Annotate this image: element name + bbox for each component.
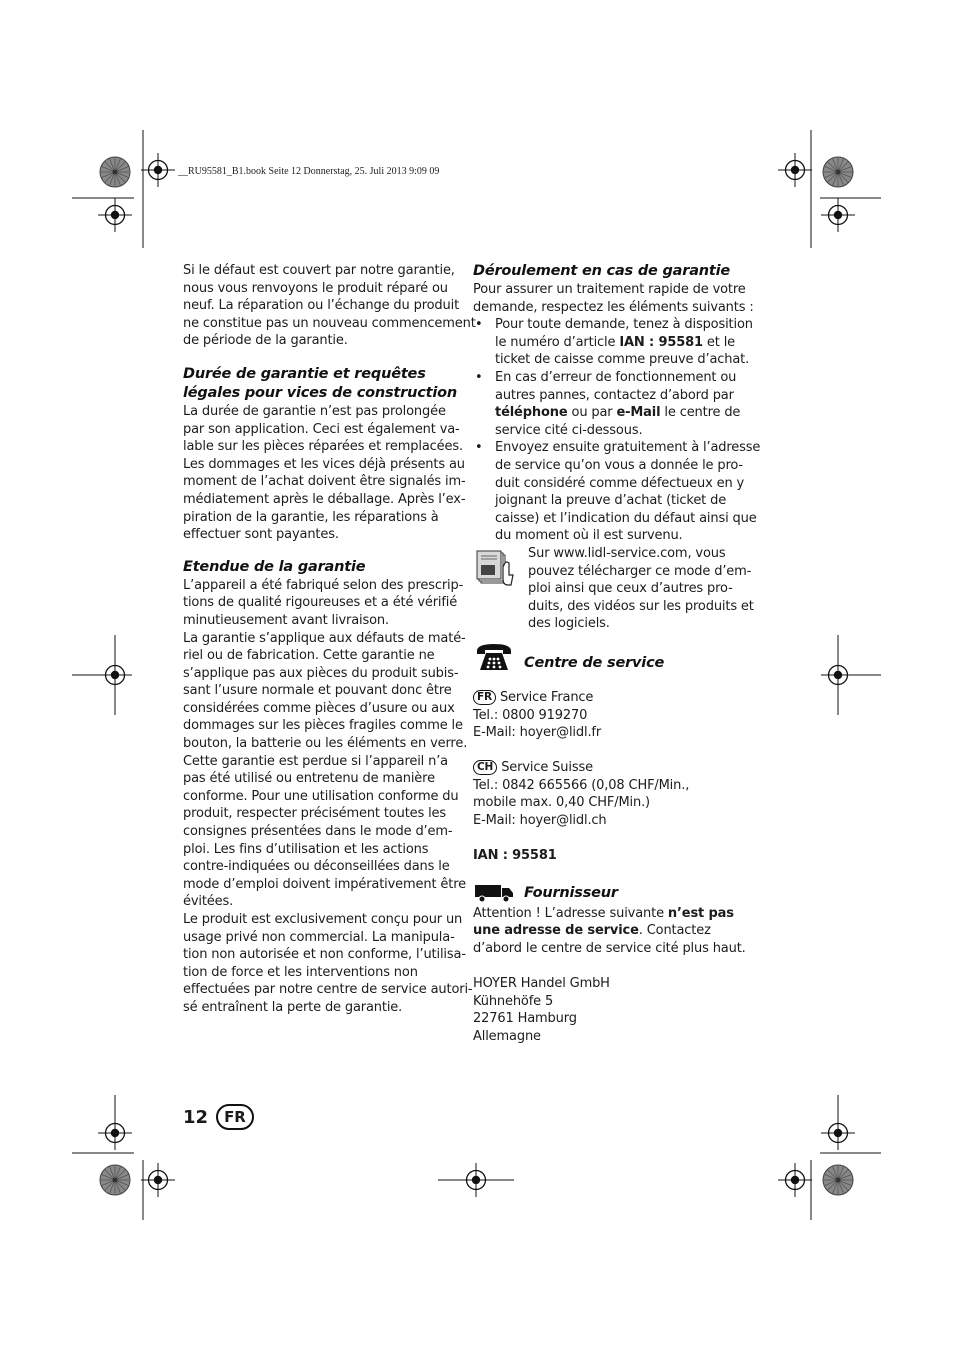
text-line: duit considéré comme défectueux en y	[495, 475, 745, 491]
text-span: Attention ! L’adresse suivante	[473, 905, 668, 921]
heading-duree	[183, 365, 458, 403]
text-line: Le produit est exclusivement conçu pour un	[183, 912, 463, 927]
text-line: mode d’emploi doivent impérativement être	[183, 876, 466, 892]
color-wheel-icon	[823, 1165, 853, 1195]
service-email: E-Mail: hoyer@lidl.ch	[473, 813, 607, 829]
text-line: du moment où il est survenu.	[495, 528, 683, 544]
text-line: Kühnehöfe 5	[473, 993, 554, 1009]
registration-mark-icon	[459, 1163, 493, 1197]
duree-text	[183, 403, 466, 544]
deroulement-intro	[473, 281, 753, 316]
text-line: joignant la preuve d’achat (ticket de	[495, 493, 727, 509]
color-wheel-icon	[823, 157, 853, 187]
registration-mark-icon	[98, 1116, 132, 1150]
text-line: HOYER Handel GmbH	[473, 976, 610, 992]
country-badge-ch: CH	[473, 760, 497, 775]
registration-mark-icon	[141, 153, 175, 187]
page-number: 12	[183, 1106, 209, 1128]
text-line: moment de l’achat doivent être signalés im-	[183, 474, 466, 490]
text-line: ploi. Les fins d’utilisation et les actions	[183, 841, 429, 857]
text-line: En cas d’erreur de fonctionnement ou	[495, 369, 737, 385]
text-line: ticket de caisse comme preuve d’achat.	[495, 352, 750, 368]
supplier-address	[473, 975, 753, 1045]
ian-label: IAN : 95581	[473, 848, 557, 864]
heading-deroulement	[473, 262, 753, 281]
text-line: neuf. La réparation ou l’échange du produit	[183, 298, 460, 314]
left-column	[183, 262, 476, 1017]
text-line: considérées comme pièces d’usure ou aux	[183, 700, 455, 716]
text-line: contre-indiquées ou déconseillées dans le	[183, 859, 450, 875]
registration-mark-icon	[778, 1163, 812, 1197]
service-france	[473, 689, 753, 742]
truck-icon	[474, 883, 514, 903]
deroulement-list	[473, 316, 761, 545]
text-line: sé entraînent la perte de garantie.	[183, 999, 403, 1015]
registration-mark-icon	[141, 1163, 175, 1197]
registration-mark-icon	[821, 1116, 855, 1150]
text-line: sant l’usure normale et pouvant donc être	[183, 683, 452, 699]
service-suisse	[473, 759, 753, 829]
text-bold: téléphone	[495, 405, 568, 421]
bullet: •	[475, 317, 483, 333]
text-line: La durée de garantie n’est pas prolongée	[183, 403, 446, 419]
text-span: le numéro d’article	[495, 334, 620, 350]
text-line: lable sur les pièces réparées et remplacées.	[183, 439, 463, 455]
service-phone: Tel.: 0800 919270	[473, 707, 588, 723]
text-line: Les dommages et les vices déjà présents au	[183, 456, 465, 472]
heading-etendue	[183, 558, 458, 577]
print-header: __RU95581_B1.book Seite 12 Donnerstag, 25. Juli 2013 9:09 09	[178, 166, 440, 177]
text-line: des logiciels.	[528, 616, 610, 632]
text-line: bouton, la batterie ou les éléments en verre.	[183, 736, 468, 752]
color-wheel-icon	[100, 157, 130, 187]
text-line: caisse) et l’indication du défaut ainsi que	[495, 510, 757, 526]
heading-supplier: Fournisseur	[524, 884, 618, 901]
heading-line: Etendue de la garantie	[183, 558, 366, 575]
text-line: service cité ci-dessous.	[495, 422, 643, 438]
text-line: riel ou de fabrication. Cette garantie ne	[183, 648, 435, 664]
text-line: par son application. Ceci est également va-	[183, 421, 460, 437]
heading-line: Durée de garantie et requêtes	[183, 365, 426, 382]
service-email: E-Mail: hoyer@lidl.fr	[473, 725, 602, 741]
text-line: La garantie s’applique aux défauts de maté-	[183, 630, 466, 646]
text-line: ne constitue pas un nouveau commencement	[183, 315, 476, 331]
right-column	[473, 262, 761, 1046]
text-line: pouvez télécharger ce mode d’em-	[528, 563, 752, 579]
service-phone-mobile: mobile max. 0,40 CHF/Min.)	[473, 795, 650, 811]
text-line: médiatement après le déballage. Après l’ex-	[183, 491, 466, 507]
text-line: tion non autorisée et non conforme, l’utilisa-	[183, 947, 466, 963]
text-line: demande, respectez les éléments suivants :	[473, 299, 754, 315]
text-line: autres pannes, contactez d’abord par	[495, 387, 734, 403]
article-number: IAN : 95581	[619, 334, 703, 350]
text-line: de période de la garantie.	[183, 333, 348, 349]
text-line: Pour toute demande, tenez à disposition	[495, 317, 753, 333]
text-line: d’abord le centre de service cité plus haut.	[473, 941, 746, 957]
text-span: le centre de	[660, 405, 741, 421]
service-header	[473, 641, 753, 689]
text-line: nous vous renvoyons le produit réparé ou	[183, 280, 448, 296]
text-line: minutieusement avant livraison.	[183, 612, 389, 628]
list-item	[473, 316, 753, 369]
text-line: Allemagne	[473, 1029, 541, 1044]
ian-number	[473, 847, 753, 865]
text-span: ou par	[567, 405, 617, 421]
text-line: Sur www.lidl-service.com, vous	[528, 545, 726, 561]
text-line: tions de qualité rigoureuses et a été vérifié	[183, 595, 458, 611]
country-badge-fr: FR	[473, 690, 496, 705]
text-line: 22761 Hamburg	[473, 1011, 577, 1027]
registration-mark-icon	[98, 198, 132, 232]
list-item	[473, 369, 753, 439]
text-line: pas été utilisé ou entretenu de manière	[183, 771, 435, 787]
text-span: et le	[702, 334, 736, 350]
download-note	[473, 545, 753, 635]
text-line: évitées.	[183, 894, 234, 910]
text-line: de service qu’on vous a donnée le pro-	[495, 457, 743, 473]
text-bold: e-Mail	[616, 405, 661, 421]
language-badge: FR	[216, 1104, 254, 1130]
text-line: dommages sur les pièces fragiles comme le	[183, 718, 463, 734]
text-line: usage privé non commercial. La manipula-	[183, 929, 455, 945]
heading-line: légales pour vices de construction	[183, 384, 458, 401]
text-line: Si le défaut est couvert par notre garantie,	[183, 263, 455, 278]
text-line: Pour assurer un traitement rapide de votre	[473, 282, 746, 297]
etendue-text	[183, 577, 473, 1017]
manual-download-icon	[475, 549, 515, 589]
text-line: Cette garantie est perdue si l’appareil n’a	[183, 753, 448, 769]
service-phone: Tel.: 0842 665566 (0,08 CHF/Min.,	[473, 777, 690, 793]
supplier-header	[473, 883, 753, 905]
bullet: •	[475, 440, 483, 456]
text-line: ploi ainsi que ceux d’autres pro-	[528, 581, 733, 597]
text-line: produit, respecter précisément toutes les	[183, 806, 447, 822]
text-line: Envoyez ensuite gratuitement à l’adresse	[495, 440, 761, 456]
text-line: conforme. Pour une utilisation conforme du	[183, 788, 459, 804]
bullet: •	[475, 369, 483, 385]
color-wheel-icon	[100, 1165, 130, 1195]
warranty-intro	[183, 262, 476, 350]
text-span: . Contactez	[638, 923, 711, 939]
text-line: L’appareil a été fabriqué selon des prescrip-	[183, 577, 464, 593]
text-line: effectuées par notre centre de service autori-	[183, 982, 473, 998]
page-footer	[183, 1104, 254, 1130]
telephone-icon	[474, 641, 514, 673]
text-line: consignes présentées dans le mode d’em-	[183, 824, 453, 840]
text-line: tion de force et les interventions non	[183, 964, 418, 980]
heading-service: Centre de service	[524, 654, 665, 671]
registration-mark-icon	[821, 198, 855, 232]
service-name: Service France	[499, 689, 594, 705]
heading-line: Déroulement en cas de garantie	[473, 263, 731, 279]
text-line: s’applique pas aux pièces du produit subis-	[183, 665, 459, 681]
text-line: duits, des vidéos sur les produits et	[528, 598, 754, 614]
list-item	[473, 439, 761, 545]
text-line: piration de la garantie, les réparations à	[183, 509, 439, 525]
text-line: effectuer sont payantes.	[183, 527, 339, 543]
registration-mark-icon	[778, 153, 812, 187]
supplier-text	[473, 905, 753, 958]
text-bold: une adresse de service	[473, 923, 639, 939]
service-name: Service Suisse	[501, 760, 593, 776]
text-bold: n’est pas	[667, 905, 734, 921]
